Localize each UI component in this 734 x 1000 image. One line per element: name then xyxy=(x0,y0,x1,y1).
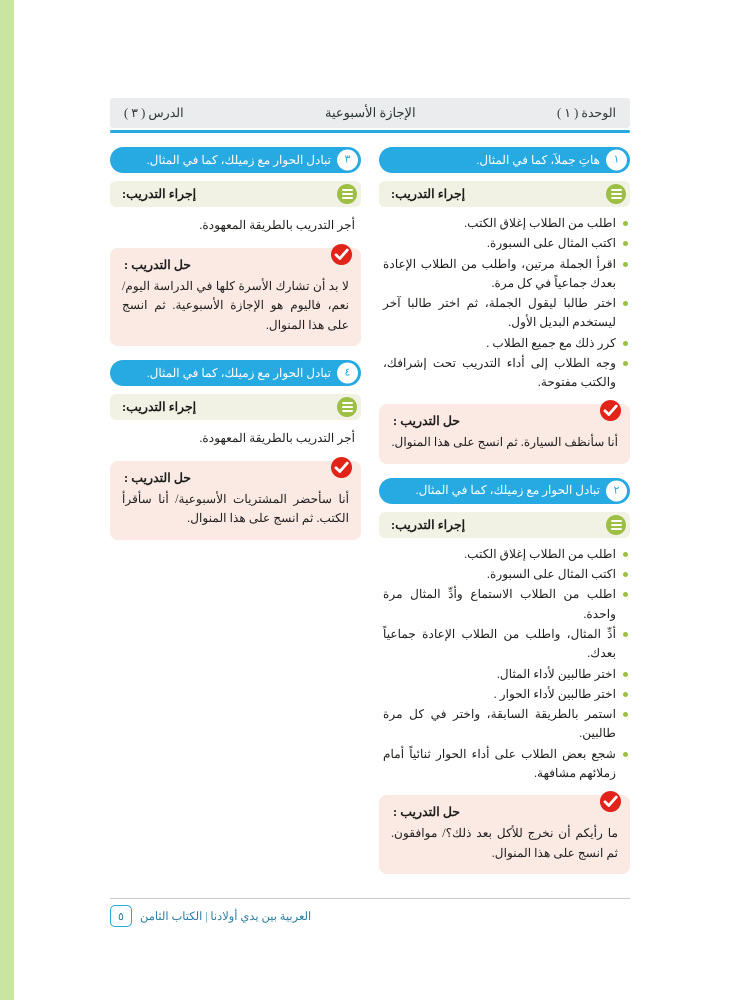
check-circle-icon xyxy=(599,790,622,813)
answer-label: حل التدريب : xyxy=(124,470,192,485)
list-item: اقرأ الجملة مرتين، واطلب من الطلاب الإعادة بعدك جماعياً في كل مرة. xyxy=(383,255,630,294)
task-number-badge: ٣ xyxy=(337,150,358,171)
task-banner-1[interactable] xyxy=(379,147,630,173)
answer-box-3 xyxy=(110,248,361,347)
procedure-header-3 xyxy=(110,181,361,207)
running-header xyxy=(110,98,630,133)
task-banner-label: تبادل الحوار مع زميلك، كما في المثال. xyxy=(415,483,600,498)
answer-header xyxy=(122,257,349,273)
procedure-text-3: أجر التدريب بالطريقة المعهودة. xyxy=(199,218,355,232)
list-item: اختر طالبين لأداء المثال. xyxy=(383,665,630,684)
answer-text: لا بد أن تشارك الأسرة كلها في الدراسة اليوم/ نعم، فاليوم هو الإجازة الأسبوعية. ثم انسج على هذا المنوال. xyxy=(122,278,349,332)
two-column-body xyxy=(110,147,630,874)
page-number: ٥ xyxy=(110,905,132,927)
answer-header xyxy=(122,470,349,486)
footer-inner xyxy=(110,905,630,927)
list-icon xyxy=(606,184,626,204)
procedure-header-4 xyxy=(110,394,361,420)
list-icon xyxy=(606,515,626,535)
task-number-badge: ٢ xyxy=(606,480,627,501)
check-circle-icon xyxy=(330,456,353,479)
answer-label: حل التدريب : xyxy=(393,805,461,820)
answer-box-4 xyxy=(110,461,361,540)
check-circle-icon xyxy=(330,243,353,266)
answer-header xyxy=(391,413,618,429)
task-banner-2[interactable] xyxy=(379,478,630,504)
list-item: كرر ذلك مع جميع الطلاب . xyxy=(383,334,630,353)
list-item: اطلب من الطلاب الاستماع وأدِّ المثال مرة واحدة. xyxy=(383,585,630,624)
right-column xyxy=(379,147,630,874)
check-circle-icon xyxy=(599,399,622,422)
task-banner-3[interactable] xyxy=(110,147,361,173)
list-item: اكتب المثال على السبورة. xyxy=(383,565,630,584)
procedure-header-1 xyxy=(379,181,630,207)
footer-divider xyxy=(110,898,630,899)
left-column xyxy=(110,147,361,874)
list-item: اكتب المثال على السبورة. xyxy=(383,234,630,253)
header-lesson: الدرس ( ٣ ) xyxy=(124,106,184,120)
task-banner-label: تبادل الحوار مع زميلك، كما في المثال. xyxy=(146,365,331,380)
list-icon xyxy=(337,397,357,417)
answer-box-1 xyxy=(379,404,630,464)
list-item: اطلب من الطلاب إغلاق الكتب. xyxy=(383,545,630,564)
answer-text: أنا سأنظف السيارة. ثم انسج على هذا المنوال. xyxy=(391,435,618,450)
page-edge-stripe xyxy=(0,0,14,1000)
list-item: وجه الطلاب إلى أداء التدريب تحت إشرافك، والكتب مفتوحة. xyxy=(383,354,630,393)
procedure-header-2 xyxy=(379,512,630,538)
task-number-badge: ٤ xyxy=(337,363,358,384)
list-item: اختر طالبين لأداء الحوار . xyxy=(383,685,630,704)
header-unit: الوحدة ( ١ ) xyxy=(556,106,616,120)
list-item: اطلب من الطلاب إغلاق الكتب. xyxy=(383,214,630,233)
answer-text: أنا سأحضر المشتريات الأسبوعية/ أنا سأقرأ الكتب. ثم انسج على هذا المنوال. xyxy=(122,491,349,526)
running-header-bar xyxy=(110,98,630,128)
answer-header xyxy=(391,804,618,820)
header-title: الإجازة الأسبوعية xyxy=(324,105,416,120)
procedure-label: إجراء التدريب: xyxy=(391,187,466,201)
procedure-steps-2 xyxy=(379,545,630,783)
answer-label: حل التدريب : xyxy=(393,414,461,429)
list-item: اختر طالبا ليقول الجملة، ثم اختر طالبا آخر ليستخدم البديل الأول. xyxy=(383,294,630,333)
task-number-badge: ١ xyxy=(606,150,627,171)
list-item: شجع بعض الطلاب على أداء الحوار ثنائياً أمام زملائهم مشافهة. xyxy=(383,745,630,784)
procedure-label: إجراء التدريب: xyxy=(391,517,466,532)
task-banner-label: تبادل الحوار مع زميلك، كما في المثال. xyxy=(146,152,331,167)
page-content xyxy=(110,98,630,874)
task-banner-label: هاتِ جملاً، كما في المثال. xyxy=(476,152,600,167)
procedure-text-4: أجر التدريب بالطريقة المعهودة. xyxy=(199,431,355,446)
procedure-label: إجراء التدريب: xyxy=(122,187,197,201)
list-item: استمر بالطريقة السابقة، واختر في كل مرة طالبين. xyxy=(383,705,630,744)
procedure-steps-1 xyxy=(379,214,630,392)
answer-label: حل التدريب : xyxy=(124,257,192,272)
answer-box-2 xyxy=(379,795,630,874)
answer-text: ما رأيكم أن نخرج للأكل بعد ذلك؟/ موافقون. ثم انسج على هذا المنوال. xyxy=(391,826,618,860)
list-item: أدِّ المثال، واطلب من الطلاب الإعادة جماعياً بعدك. xyxy=(383,625,630,664)
page-footer xyxy=(110,898,630,927)
task-banner-4[interactable] xyxy=(110,360,361,386)
list-icon xyxy=(337,184,357,204)
header-divider xyxy=(110,130,630,133)
procedure-label: إجراء التدريب: xyxy=(122,400,197,415)
footer-title: العربية بين يدي أولادنا | الكتاب الثامن xyxy=(140,911,312,923)
